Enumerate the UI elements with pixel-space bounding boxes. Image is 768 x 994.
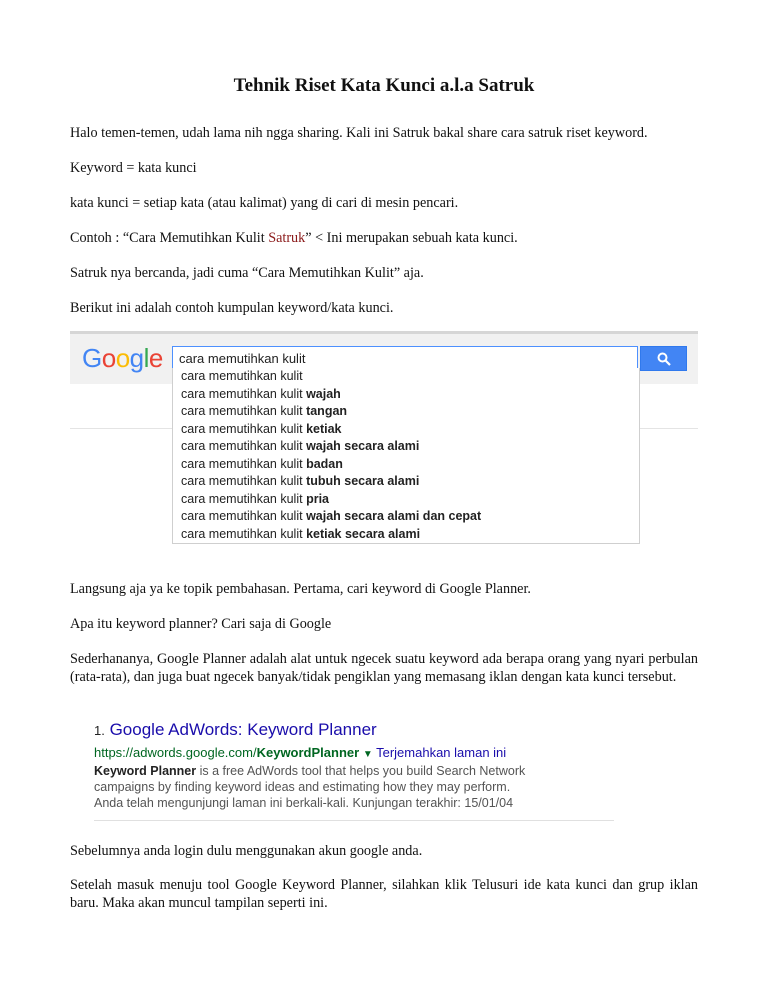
paragraph-joke: Satruk nya bercanda, jadi cuma “Cara Memutihkan Kulit” aja. [70,265,424,281]
suggestion-completion: ketiak secara alami [306,526,421,541]
paragraph-list-intro: Berikut ini adalah contoh kumpulan keyword/kata kunci. [70,300,394,316]
suggestion-item[interactable] [173,473,639,491]
suggestion-completion: pria [306,491,329,506]
suggestion-base: cara memutihkan kulit [181,369,303,383]
search-result-screenshot [94,720,614,821]
suggestion-item[interactable] [173,403,639,421]
paragraph-explanation: Sederhananya, Google Planner adalah alat untuk ngecek suatu keyword ada berapa orang yang nyari perbulan (rata-rata), dan juga buat ngecek banyak/tidak pengiklan yang memasang iklan dengan kata kunci tersebut. [70,651,698,685]
example-text-a: Contoh : “Cara Memutihkan Kulit [70,230,269,246]
suggestion-base: cara memutihkan kulit [181,509,307,523]
search-query: cara memutihkan kulit [179,351,306,366]
suggestion-base: cara memutihkan kulit [181,404,307,418]
search-button[interactable] [640,346,687,371]
suggestion-base: cara memutihkan kulit [181,421,307,436]
translate-link[interactable]: Terjemahkan laman ini [376,745,507,760]
suggestion-item[interactable] [173,508,639,526]
paragraph-example [70,229,698,247]
paragraph-kata-kunci-def: kata kunci = setiap kata (atau kalimat) yang di cari di mesin pencari. [70,195,459,211]
suggestion-item[interactable] [173,456,639,474]
example-highlight: Satruk [268,230,306,246]
paragraph-what-is: Apa itu keyword planner? Cari saja di Google [70,616,332,632]
paragraph-intro: Halo temen-temen, udah lama nih ngga sharing. Kali ini Satruk bakal share cara satruk riset keyword. [70,125,648,141]
suggestion-list [172,368,640,544]
desc-line-3: Anda telah mengunjungi laman ini berkali-kali. Kunjungan terakhir: 15/01/04 [94,796,514,810]
suggestion-completion: tubuh secara alami [306,474,420,488]
google-logo: Google [82,343,163,373]
suggestion-item[interactable] [173,438,639,456]
paragraph-next-step: Setelah masuk menuju tool Google Keyword Planner, silahkan klik Telusuri ide kata kunci dan grup iklan baru. Maka akan muncul tampilan seperti ini. [70,877,698,911]
result-url [94,745,506,760]
result-title-text[interactable]: Google AdWords: Keyword Planner [109,720,377,739]
paragraph-login: Sebelumnya anda login dulu menggunakan akun google anda. [70,843,423,859]
suggestion-base: cara memutihkan kulit [181,386,307,401]
suggestion-base: cara memutihkan kulit [181,491,307,506]
suggestion-completion: wajah secara alami [306,439,420,453]
search-icon [657,352,671,366]
result-title[interactable] [94,720,377,740]
paragraph-keyword-def: Keyword = kata kunci [70,160,197,176]
document-title: Tehnik Riset Kata Kunci a.l.a Satruk [233,75,535,96]
suggestion-item[interactable] [173,491,639,509]
result-url-prefix: https://adwords.google.com/ [94,745,257,760]
suggestion-base: cara memutihkan kulit [181,456,307,471]
suggestion-item[interactable] [173,386,639,404]
example-text-b: ” < Ini merupakan sebuah kata kunci. [305,230,518,246]
suggestion-base: cara memutihkan kulit [181,526,307,541]
suggestion-completion: badan [306,456,343,471]
google-search-screenshot [70,331,698,551]
suggestion-completion: tangan [306,404,348,418]
suggestion-completion: wajah [306,386,341,401]
suggestion-base: cara memutihkan kulit [181,439,307,453]
desc-line-2: campaigns by finding keyword ideas and estimating how they may perform. [94,780,511,794]
suggestion-completion: wajah secara alami dan cepat [306,509,482,523]
desc-line-1: is a free AdWords tool that helps you build Search Network [196,764,526,778]
suggestion-item[interactable] [173,421,639,439]
suggestion-item[interactable] [173,368,639,386]
dropdown-triangle-icon[interactable]: ▼ [362,749,373,760]
suggestion-base: cara memutihkan kulit [181,474,307,488]
desc-bold: Keyword Planner [94,764,197,778]
result-number: 1. [94,723,105,738]
suggestion-completion: ketiak [306,421,342,436]
suggestion-item[interactable] [173,526,639,544]
result-description [94,763,525,811]
paragraph-start: Langsung aja ya ke topik pembahasan. Pertama, cari keyword di Google Planner. [70,581,531,597]
result-url-bold: KeywordPlanner [256,745,360,760]
